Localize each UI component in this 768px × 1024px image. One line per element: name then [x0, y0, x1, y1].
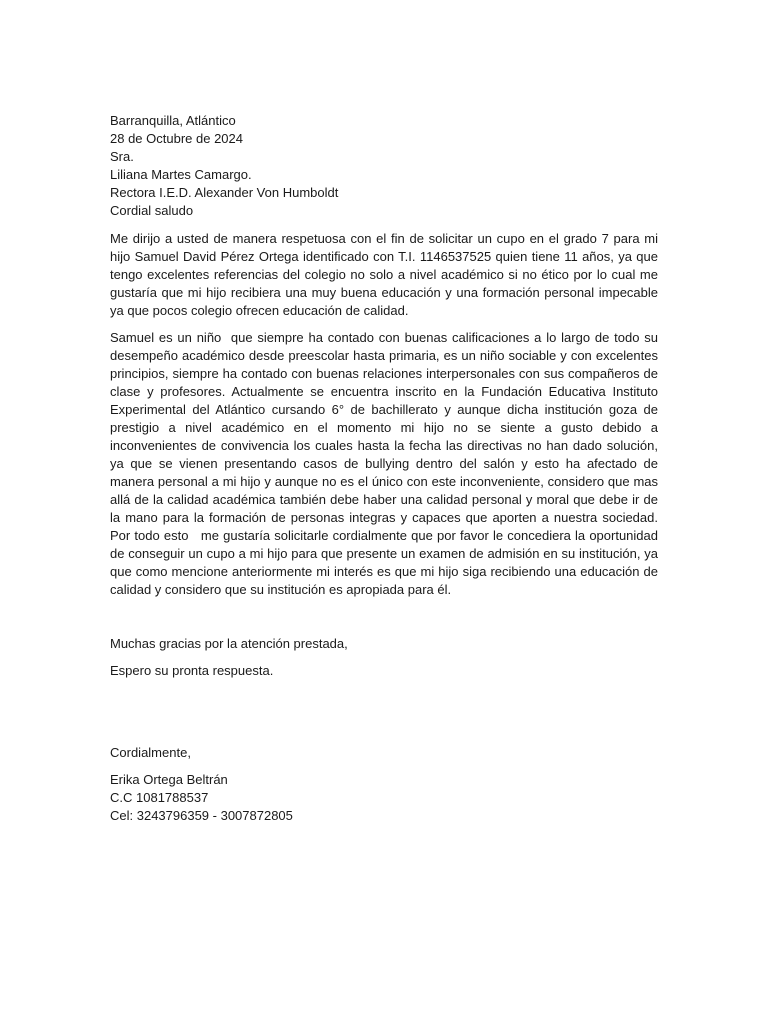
signer-id: C.C 1081788537: [110, 790, 209, 805]
recipient-name: Liliana Martes Camargo.: [110, 167, 252, 182]
body-paragraph-request: Me dirijo a usted de manera respetuosa con el fin de solicitar un cupo en el grado 7 para mi hijo Samuel David Pérez Ortega identificado con T.I. 1146537525 quien tiene 11 años, ya que tengo excelentes referencias del colegio no solo a nivel académico si no ético por lo cual me gustaría que mi hijo recibiera una muy buena educación y una formación personal impecable ya que pocos colegio ofrecen educación de calidad.: [110, 231, 658, 318]
signature-block: [110, 771, 658, 825]
closing-thanks: Muchas gracias por la atención prestada,: [110, 636, 348, 651]
recipient-courtesy: Sra.: [110, 149, 134, 164]
letter-content: [110, 112, 662, 825]
letter-place: Barranquilla, Atlántico: [110, 113, 236, 128]
body-paragraph-reasons: Samuel es un niño que siempre ha contado con buenas calificaciones a lo largo de todo su desempeño académico desde preescolar hasta primaria, es un niño sociable y con excelentes principios, siempre ha contado con buenas relaciones interpersonales con sus compañeros de clase y profesores. Actualmente se encuentra inscrito en la Fundación Educativa Instituto Experimental del Atlántico cursando 6° de bachillerato y aunque dicha institución goza de prestigio a nivel académico en el momento mi hijo no se siente a gusto debido a inconvenientes de convivencia los cuales hasta la fecha las directivas no han dado solución, ya que se vienen presentando casos de bullying dentro del salón y esto ha afectado de manera personal a mi hijo y aunque no es el único con este inconveniente, considero que mas allá de la calidad académica también debe haber una calidad personal y moral que debe ir de la mano para la formación de personas integras y capaces que aporten a nuestra sociedad. Por todo esto me gustaría solicitarle cordialmente que por favor le concediera la oportunidad de conseguir un cupo a mi hijo para que presente un examen de admisión en su institución, ya que como mencione anteriormente mi interés es que mi hijo siga recibiendo una educación de calidad y considero que su institución es apropiada para él.: [110, 330, 662, 597]
salutation: Cordial saludo: [110, 203, 194, 218]
letter-date: 28 de Octubre de 2024: [110, 131, 243, 146]
signer-phone: Cel: 3243796359 - 3007872805: [110, 808, 293, 823]
sign-off: Cordialmente,: [110, 745, 191, 760]
closing-awaiting-reply: Espero su pronta respuesta.: [110, 663, 274, 678]
letter-header: [110, 112, 658, 202]
recipient-title: Rectora I.E.D. Alexander Von Humboldt: [110, 185, 339, 200]
signer-name: Erika Ortega Beltrán: [110, 772, 228, 787]
